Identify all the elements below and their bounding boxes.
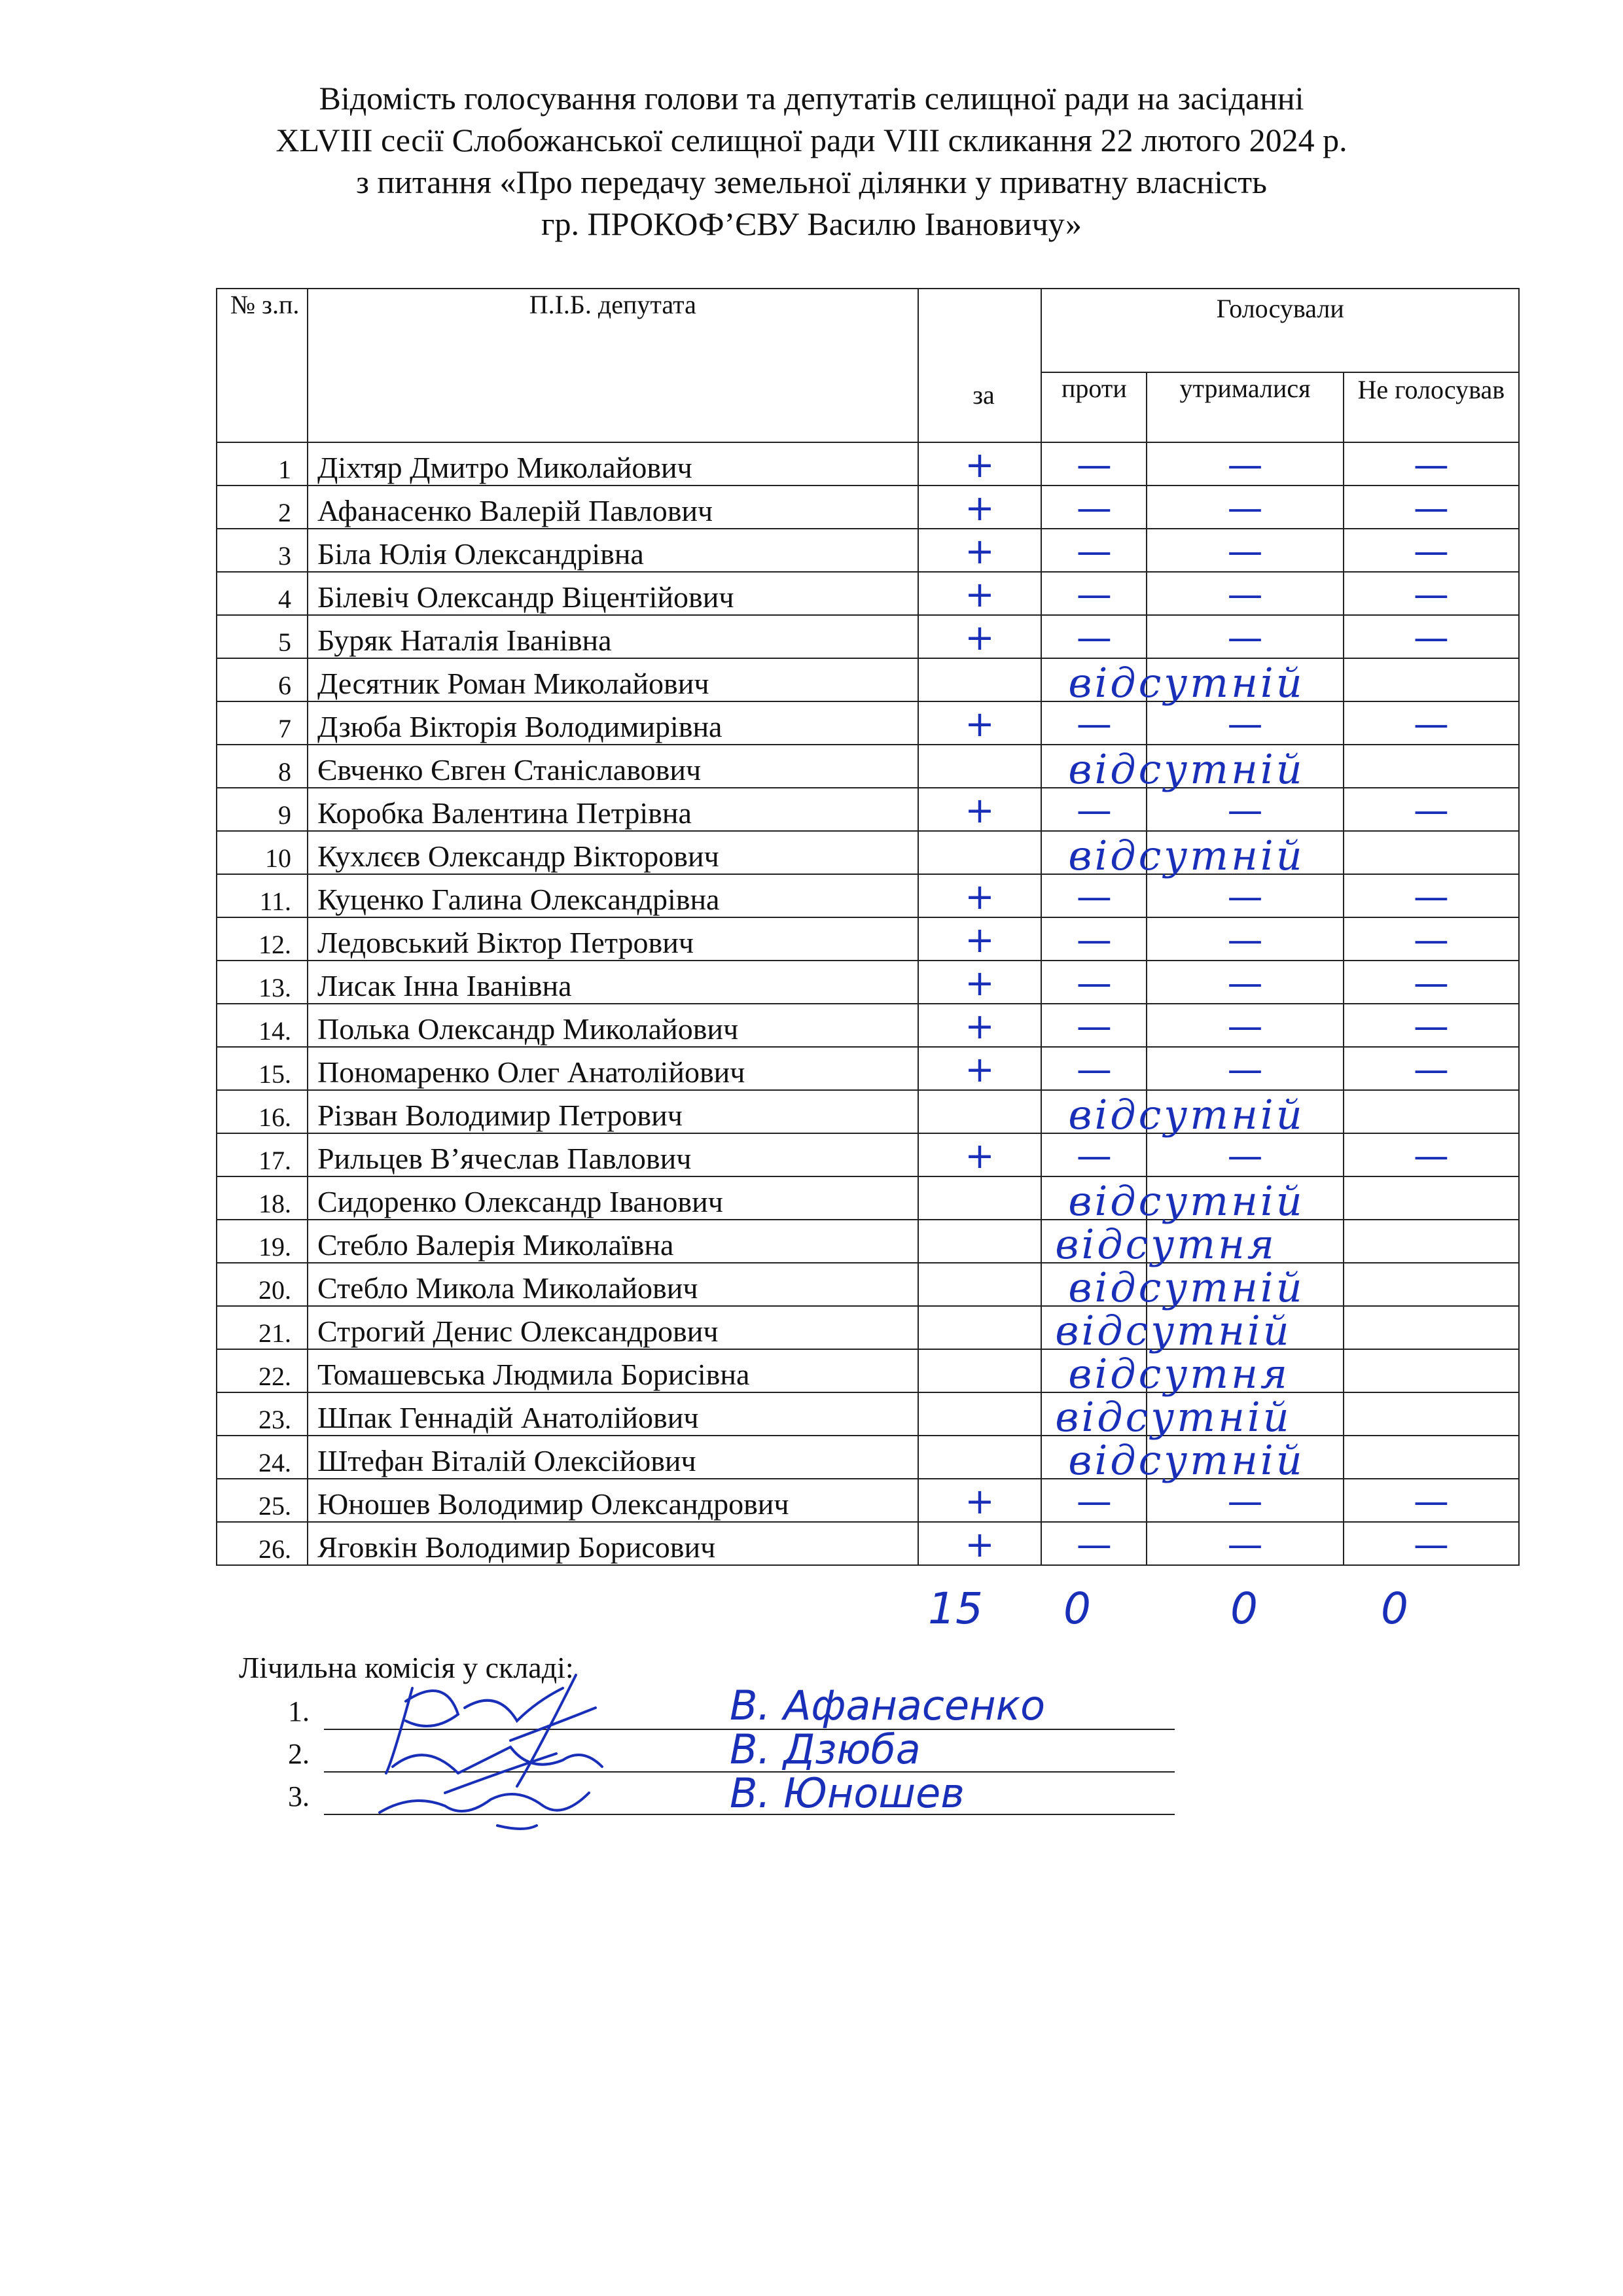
vote-for-mark: + (965, 876, 995, 917)
vote-for-cell (918, 1090, 1042, 1133)
vote-against-mark: — (1076, 1006, 1112, 1047)
vote-not-voted-cell (1344, 572, 1519, 615)
vote-for-cell (918, 615, 1042, 658)
vote-abstain-cell (1147, 1479, 1343, 1522)
vote-not-voted-mark: — (1413, 1481, 1449, 1522)
deputy-name: Діхтяр Дмитро Миколайович (308, 442, 918, 486)
vote-not-voted-mark: — (1413, 531, 1449, 572)
deputy-name: Юношев Володимир Олександрович (308, 1479, 918, 1522)
vote-against-cell (1041, 1436, 1305, 1484)
vote-abstain-mark: — (1227, 574, 1263, 615)
vote-not-voted-mark: — (1413, 790, 1449, 831)
deputy-name: Десятник Роман Миколайович (308, 658, 918, 701)
vote-not-voted-cell (1344, 1479, 1519, 1522)
table-row (217, 1263, 1519, 1306)
vote-for-cell (918, 529, 1042, 572)
vote-abstain-cell (1147, 615, 1343, 658)
row-number: 18. (217, 1176, 308, 1220)
table-row (217, 1133, 1519, 1176)
total-not-voted: 0 (1381, 1583, 1408, 1634)
vote-abstain-cell (1147, 1263, 1343, 1306)
vote-abstain-cell (1147, 788, 1343, 831)
vote-abstain-cell (1147, 1133, 1343, 1176)
row-number: 11. (217, 874, 308, 917)
vote-not-voted-mark: — (1413, 617, 1449, 658)
vote-abstain-cell (1147, 874, 1343, 917)
vote-for-mark: + (965, 1135, 995, 1176)
vote-for-mark: + (965, 487, 995, 529)
vote-for-cell (918, 1479, 1042, 1522)
vote-for-mark: + (965, 790, 995, 831)
title-line-3: з питання «Про передачу земельної ділянки у приватну власність (356, 164, 1267, 200)
table-row (217, 701, 1519, 745)
vote-against-mark: — (1076, 531, 1112, 572)
row-number: 9 (217, 788, 308, 831)
total-against: 0 (1063, 1583, 1091, 1634)
vote-for-cell (918, 701, 1042, 745)
vote-not-voted-cell (1344, 701, 1519, 745)
vote-for-mark: + (965, 703, 995, 745)
vote-against-mark: — (1076, 703, 1112, 745)
vote-abstain-cell (1147, 961, 1343, 1004)
absent-note: відсутній (1068, 1436, 1305, 1484)
table-row (217, 1176, 1519, 1220)
vote-against-cell (1041, 1090, 1305, 1139)
vote-abstain-mark: — (1227, 876, 1263, 917)
vote-for-mark: + (965, 963, 995, 1004)
vote-against-mark: — (1076, 1049, 1112, 1090)
signature-1 (386, 1675, 596, 1786)
vote-abstain-cell (1147, 658, 1343, 701)
vote-for-cell (918, 658, 1042, 701)
vote-for-mark: + (965, 531, 995, 572)
vote-not-voted-cell (1344, 745, 1519, 788)
row-number: 20. (217, 1263, 308, 1306)
vote-for-cell (918, 1220, 1042, 1263)
deputy-name: Ледовський Віктор Петрович (308, 917, 918, 961)
vote-against-mark: — (1076, 487, 1112, 529)
vote-for-cell (918, 1047, 1042, 1090)
header-voted: Голосували (1041, 289, 1519, 372)
vote-against-cell (1041, 1392, 1292, 1441)
deputy-name: Куценко Галина Олександрівна (308, 874, 918, 917)
document-title (216, 77, 1407, 245)
header-name: П.І.Б. депутата (308, 289, 918, 442)
commission-member-2: В. Дзюба (730, 1725, 921, 1773)
vote-abstain-cell (1147, 1436, 1343, 1479)
deputy-name: Яговкін Володимир Борисович (308, 1522, 918, 1565)
vote-for-mark: + (965, 1481, 995, 1522)
deputy-name: Дзюба Вікторія Володимирівна (308, 701, 918, 745)
row-number: 15. (217, 1047, 308, 1090)
vote-not-voted-cell (1344, 1263, 1519, 1306)
vote-against-cell (1041, 572, 1147, 615)
deputy-name: Сидоренко Олександр Іванович (308, 1176, 918, 1220)
vote-for-cell (918, 1004, 1042, 1047)
deputy-name: Кухлєєв Олександр Вікторович (308, 831, 918, 874)
row-number: 23. (217, 1392, 308, 1436)
row-number: 26. (217, 1522, 308, 1565)
vote-not-voted-cell (1344, 529, 1519, 572)
row-number: 3 (217, 529, 308, 572)
absent-note: відсутня (1068, 1350, 1290, 1398)
vote-against-cell (1041, 1220, 1277, 1268)
deputy-name: Білевіч Олександр Віцентійович (308, 572, 918, 615)
vote-abstain-cell (1147, 1090, 1343, 1133)
vote-against-mark: — (1076, 574, 1112, 615)
vote-for-mark: + (965, 1049, 995, 1090)
table-row (217, 486, 1519, 529)
row-number: 16. (217, 1090, 308, 1133)
vote-not-voted-cell (1344, 1522, 1519, 1565)
vote-abstain-cell (1147, 701, 1343, 745)
vote-against-cell (1041, 831, 1305, 879)
vote-abstain-cell (1147, 1004, 1343, 1047)
vote-abstain-cell (1147, 745, 1343, 788)
vote-for-mark: + (965, 444, 995, 486)
deputy-name: Полька Олександр Миколайович (308, 1004, 918, 1047)
vote-for-cell (918, 1263, 1042, 1306)
table-row (217, 874, 1519, 917)
vote-against-cell (1041, 701, 1147, 745)
vote-abstain-cell (1147, 1306, 1343, 1349)
vote-abstain-cell (1147, 486, 1343, 529)
deputy-name: Штефан Віталій Олексійович (308, 1436, 918, 1479)
vote-abstain-cell (1147, 917, 1343, 961)
vote-against-cell (1041, 961, 1147, 1004)
absent-note: відсутній (1055, 1393, 1292, 1441)
vote-against-cell (1041, 745, 1305, 793)
vote-against-cell (1041, 1306, 1292, 1354)
deputy-name: Томашевська Людмила Борисівна (308, 1349, 918, 1392)
row-number: 24. (217, 1436, 308, 1479)
vote-against-mark: — (1076, 1524, 1112, 1565)
vote-abstain-mark: — (1227, 963, 1263, 1004)
row-number: 14. (217, 1004, 308, 1047)
vote-not-voted-mark: — (1413, 876, 1449, 917)
vote-abstain-cell (1147, 529, 1343, 572)
table-row (217, 831, 1519, 874)
table-row (217, 658, 1519, 701)
vote-not-voted-cell (1344, 831, 1519, 874)
vote-for-mark: + (965, 919, 995, 961)
absent-note: відсутній (1068, 832, 1305, 879)
vote-not-voted-mark: — (1413, 487, 1449, 529)
vote-not-voted-cell (1344, 1133, 1519, 1176)
vote-abstain-mark: — (1227, 790, 1263, 831)
vote-not-voted-cell (1344, 486, 1519, 529)
row-number: 5 (217, 615, 308, 658)
row-number: 4 (217, 572, 308, 615)
table-row (217, 1220, 1519, 1263)
vote-against-cell (1041, 529, 1147, 572)
row-number: 19. (217, 1220, 308, 1263)
table-row (217, 961, 1519, 1004)
deputy-name: Біла Юлія Олександрівна (308, 529, 918, 572)
absent-note: відсутній (1055, 1307, 1292, 1354)
absent-note: відсутній (1068, 1091, 1305, 1139)
total-abstain: 0 (1230, 1583, 1258, 1634)
vote-not-voted-cell (1344, 442, 1519, 486)
vote-against-cell (1041, 788, 1147, 831)
header-num: № з.п. (217, 289, 308, 442)
vote-not-voted-mark: — (1413, 963, 1449, 1004)
vote-abstain-mark: — (1227, 531, 1263, 572)
table-row (217, 1349, 1519, 1392)
table-row (217, 1004, 1519, 1047)
table-header-row-1 (217, 289, 1519, 372)
row-number: 22. (217, 1349, 308, 1392)
vote-not-voted-cell (1344, 917, 1519, 961)
vote-abstain-cell (1147, 831, 1343, 874)
vote-not-voted-cell (1344, 874, 1519, 917)
deputy-name: Стебло Микола Миколайович (308, 1263, 918, 1306)
row-number: 12. (217, 917, 308, 961)
vote-abstain-mark: — (1227, 1524, 1263, 1565)
vote-for-cell (918, 1176, 1042, 1220)
vote-abstain-cell (1147, 1176, 1343, 1220)
vote-abstain-mark: — (1227, 617, 1263, 658)
vote-against-mark: — (1076, 963, 1112, 1004)
header-abstain: утрималися (1147, 372, 1343, 442)
vote-abstain-mark: — (1227, 703, 1263, 745)
vote-not-voted-cell (1344, 961, 1519, 1004)
vote-against-mark: — (1076, 1481, 1112, 1522)
deputy-name: Різван Володимир Петрович (308, 1090, 918, 1133)
vote-not-voted-mark: — (1413, 444, 1449, 486)
row-number: 1 (217, 442, 308, 486)
vote-for-cell (918, 1522, 1042, 1565)
vote-not-voted-mark: — (1413, 703, 1449, 745)
vote-against-mark: — (1076, 790, 1112, 831)
vote-not-voted-cell (1344, 1392, 1519, 1436)
commission-title: Лічильна комісія у складі: (239, 1651, 574, 1684)
header-not-voted: Не голосував (1344, 372, 1519, 442)
vote-abstain-cell (1147, 1047, 1343, 1090)
vote-not-voted-cell (1344, 658, 1519, 701)
vote-against-cell (1041, 486, 1147, 529)
row-number: 21. (217, 1306, 308, 1349)
vote-against-mark: — (1076, 444, 1112, 486)
handwritten-signatures (366, 1662, 720, 1845)
vote-against-cell (1041, 1133, 1147, 1176)
vote-abstain-mark: — (1227, 487, 1263, 529)
vote-not-voted-mark: — (1413, 1524, 1449, 1565)
table-row (217, 788, 1519, 831)
deputy-name: Євченко Євген Станіславович (308, 745, 918, 788)
commission-num-3: 3. (288, 1780, 310, 1812)
vote-abstain-mark: — (1227, 1006, 1263, 1047)
vote-against-mark: — (1076, 1135, 1112, 1176)
deputy-name: Шпак Геннадій Анатолійович (308, 1392, 918, 1436)
vote-not-voted-cell (1344, 1436, 1519, 1479)
deputy-name: Рильцев В’ячеслав Павлович (308, 1133, 918, 1176)
vote-not-voted-cell (1344, 1004, 1519, 1047)
row-number: 25. (217, 1479, 308, 1522)
table-row (217, 1047, 1519, 1090)
vote-not-voted-cell (1344, 788, 1519, 831)
vote-for-mark: + (965, 617, 995, 658)
vote-against-cell (1041, 442, 1147, 486)
vote-for-cell (918, 442, 1042, 486)
deputy-name: Стебло Валерія Миколаївна (308, 1220, 918, 1263)
table-row (217, 1392, 1519, 1436)
vote-abstain-cell (1147, 1522, 1343, 1565)
row-number: 8 (217, 745, 308, 788)
vote-against-cell (1041, 1479, 1147, 1522)
row-number: 13. (217, 961, 308, 1004)
vote-against-cell (1041, 874, 1147, 917)
vote-abstain-mark: — (1227, 1481, 1263, 1522)
header-against: проти (1041, 372, 1147, 442)
vote-for-cell (918, 1306, 1042, 1349)
vote-not-voted-mark: — (1413, 574, 1449, 615)
vote-for-cell (918, 1392, 1042, 1436)
vote-against-cell (1041, 1349, 1290, 1398)
vote-against-cell (1041, 1176, 1305, 1225)
vote-not-voted-cell (1344, 1349, 1519, 1392)
vote-for-cell (918, 831, 1042, 874)
table-row (217, 1306, 1519, 1349)
vote-against-mark: — (1076, 919, 1112, 961)
vote-abstain-mark: — (1227, 1049, 1263, 1090)
table-row (217, 442, 1519, 486)
table-row (217, 572, 1519, 615)
header-empty (918, 289, 1042, 442)
deputy-name: Коробка Валентина Петрівна (308, 788, 918, 831)
row-number: 10 (217, 831, 308, 874)
vote-abstain-cell (1147, 442, 1343, 486)
row-number: 2 (217, 486, 308, 529)
vote-for-mark: + (965, 1524, 995, 1565)
vote-for-cell (918, 745, 1042, 788)
vote-not-voted-cell (1344, 1306, 1519, 1349)
vote-against-cell (1041, 1004, 1147, 1047)
absent-note: відсутній (1068, 1177, 1305, 1225)
vote-abstain-cell (1147, 572, 1343, 615)
voting-table (216, 288, 1520, 1566)
vote-not-voted-mark: — (1413, 1049, 1449, 1090)
vote-abstain-mark: — (1227, 444, 1263, 486)
vote-against-cell (1041, 1047, 1147, 1090)
vote-abstain-cell (1147, 1349, 1343, 1392)
commission-member-1: В. Афанасенко (730, 1682, 1046, 1729)
signature-2 (393, 1747, 602, 1793)
vote-not-voted-cell (1344, 1090, 1519, 1133)
vote-for-cell (918, 788, 1042, 831)
vote-against-cell (1041, 658, 1305, 707)
vote-against-mark: — (1076, 617, 1112, 658)
vote-not-voted-cell (1344, 1220, 1519, 1263)
vote-abstain-mark: — (1227, 919, 1263, 961)
vote-for-cell (918, 1436, 1042, 1479)
title-line-4: гр. ПРОКОФ’ЄВУ Василю Івановичу» (541, 205, 1082, 242)
row-number: 17. (217, 1133, 308, 1176)
absent-note: відсутня (1055, 1220, 1277, 1268)
vote-for-cell (918, 1349, 1042, 1392)
vote-against-cell (1041, 917, 1147, 961)
absent-note: відсутній (1068, 1263, 1305, 1311)
table-row (217, 917, 1519, 961)
deputy-name: Строгий Денис Олександрович (308, 1306, 918, 1349)
total-for: 15 (928, 1583, 983, 1634)
table-row (217, 529, 1519, 572)
vote-abstain-cell (1147, 1392, 1343, 1436)
commission-num-1: 1. (288, 1695, 310, 1727)
table-row (217, 1090, 1519, 1133)
deputy-name: Афанасенко Валерій Павлович (308, 486, 918, 529)
title-line-2: XLVIII сесії Слобожанської селищної ради VIII скликання 22 лютого 2024 р. (276, 122, 1347, 158)
vote-for-cell (918, 961, 1042, 1004)
row-number: 7 (217, 701, 308, 745)
table-row (217, 615, 1519, 658)
vote-against-cell (1041, 615, 1147, 658)
table-row (217, 1436, 1519, 1479)
table-row (217, 745, 1519, 788)
title-line-1: Відомість голосування голови та депутатів селищної ради на засіданні (319, 80, 1304, 116)
vote-for-mark: + (965, 574, 995, 615)
vote-against-cell (1041, 1522, 1147, 1565)
row-number: 6 (217, 658, 308, 701)
deputy-name: Лисак Інна Іванівна (308, 961, 918, 1004)
vote-abstain-cell (1147, 1220, 1343, 1263)
vote-not-voted-mark: — (1413, 1135, 1449, 1176)
absent-note: відсутній (1068, 659, 1305, 707)
vote-not-voted-mark: — (1413, 919, 1449, 961)
vote-for-cell (918, 917, 1042, 961)
vote-for-cell (918, 572, 1042, 615)
vote-against-cell (1041, 1263, 1305, 1311)
vote-for-cell (918, 874, 1042, 917)
absent-note: відсутній (1068, 745, 1305, 793)
vote-for-cell (918, 486, 1042, 529)
deputy-name: Пономаренко Олег Анатолійович (308, 1047, 918, 1090)
vote-abstain-mark: — (1227, 1135, 1263, 1176)
commission-num-2: 2. (288, 1738, 310, 1770)
vote-not-voted-cell (1344, 1047, 1519, 1090)
vote-for-cell (918, 1133, 1042, 1176)
signature-3 (380, 1793, 589, 1829)
commission-member-3: В. Юношев (730, 1769, 965, 1817)
deputy-name: Буряк Наталія Іванівна (308, 615, 918, 658)
table-row (217, 1479, 1519, 1522)
vote-not-voted-cell (1344, 1176, 1519, 1220)
vote-not-voted-cell (1344, 615, 1519, 658)
vote-not-voted-mark: — (1413, 1006, 1449, 1047)
header-for: за (972, 380, 995, 410)
vote-for-mark: + (965, 1006, 995, 1047)
table-row (217, 1522, 1519, 1565)
vote-against-mark: — (1076, 876, 1112, 917)
